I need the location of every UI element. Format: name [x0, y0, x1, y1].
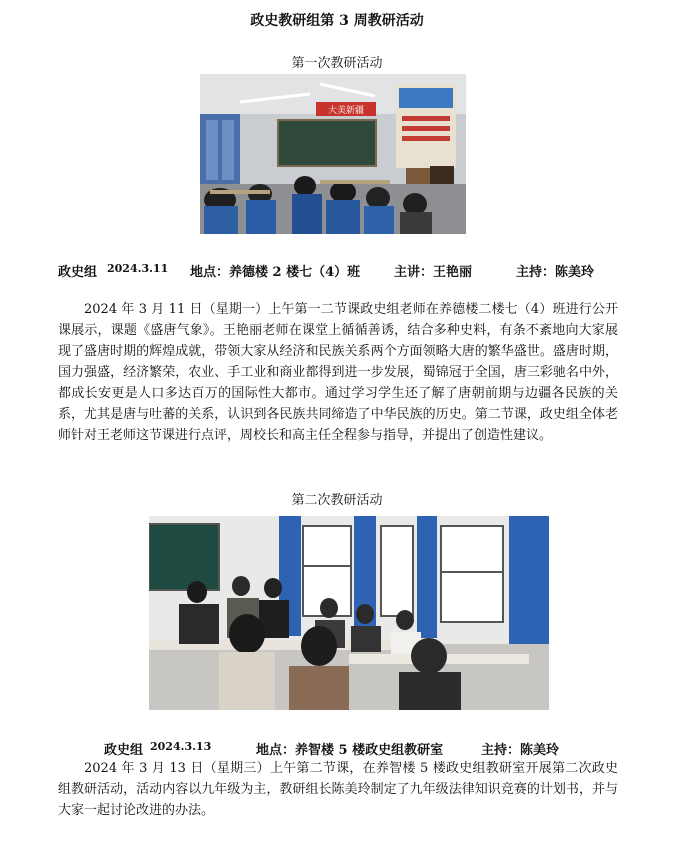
activity2-date: 2024.3.13 [150, 740, 212, 753]
activity1-meta [58, 261, 97, 280]
meeting-room-photo [149, 516, 549, 710]
classroom-photo [200, 74, 466, 234]
activity2-host: 主持：陈美玲 [481, 743, 560, 758]
activity2-body: 2024 年 3 月 13 日（星期三）上午第二节课，在养智楼 5 楼政史组教研室开展第二次政史组教研活动，活动内容以九年级为主，教研组长陈美玲制定了九年级法律知识竞赛的计划书，并与大家一起讨论改进的办法。 [58, 761, 618, 818]
activity1-body: 2024 年 3 月 11 日（星期一）上午第一二节课政史组老师在养德楼二楼七（4）班进行公开课展示，课题《盛唐气象》。王艳丽老师在课堂上循循善诱，结合多种史料，有条不紊地向大家展现了盛唐时期的辉煌成就，带领大家从经济和民族关系两个方面领略大唐的繁华盛世。盛唐时期，国力强盛，经济繁荣，农业、手工业和商业都得到进一步发展，蜀锦冠于全国，唐三彩驰名中外，都成长安更是人口多达百万的国际性大都市。通过学习学生还了解了唐朝前期与边疆各民族的关系，尤其是唐与吐蕃的关系，认识到各民族共同缔造了中华民族的历史。第二节课，政史组全体老师针对王老师这节课进行点评，周校长和高主任全程参与指导，并提出了创造性建议。 [58, 302, 618, 443]
activity1-group: 政史组 [58, 265, 98, 280]
activity1-host: 主持：陈美玲 [516, 265, 595, 280]
activity2-heading: 第二次教研活动 [291, 493, 383, 508]
activity1-heading: 第一次教研活动 [291, 56, 383, 71]
activity1-location: 地点：养德楼 2 楼七（4）班 [190, 265, 361, 280]
activity2-location: 地点：养智楼 5 楼政史组教研室 [256, 743, 444, 758]
meeting-room-photo-image [149, 516, 549, 710]
classroom-photo-image [200, 74, 466, 234]
activity1-date: 2024.3.11 [107, 262, 169, 275]
activity1-lecturer: 主讲：王艳丽 [394, 265, 473, 280]
classroom-board-text: 大美新疆 [327, 106, 365, 116]
page-title: 政史教研组第 3 周教研活动 [250, 13, 424, 29]
activity2-group: 政史组 [104, 743, 144, 758]
